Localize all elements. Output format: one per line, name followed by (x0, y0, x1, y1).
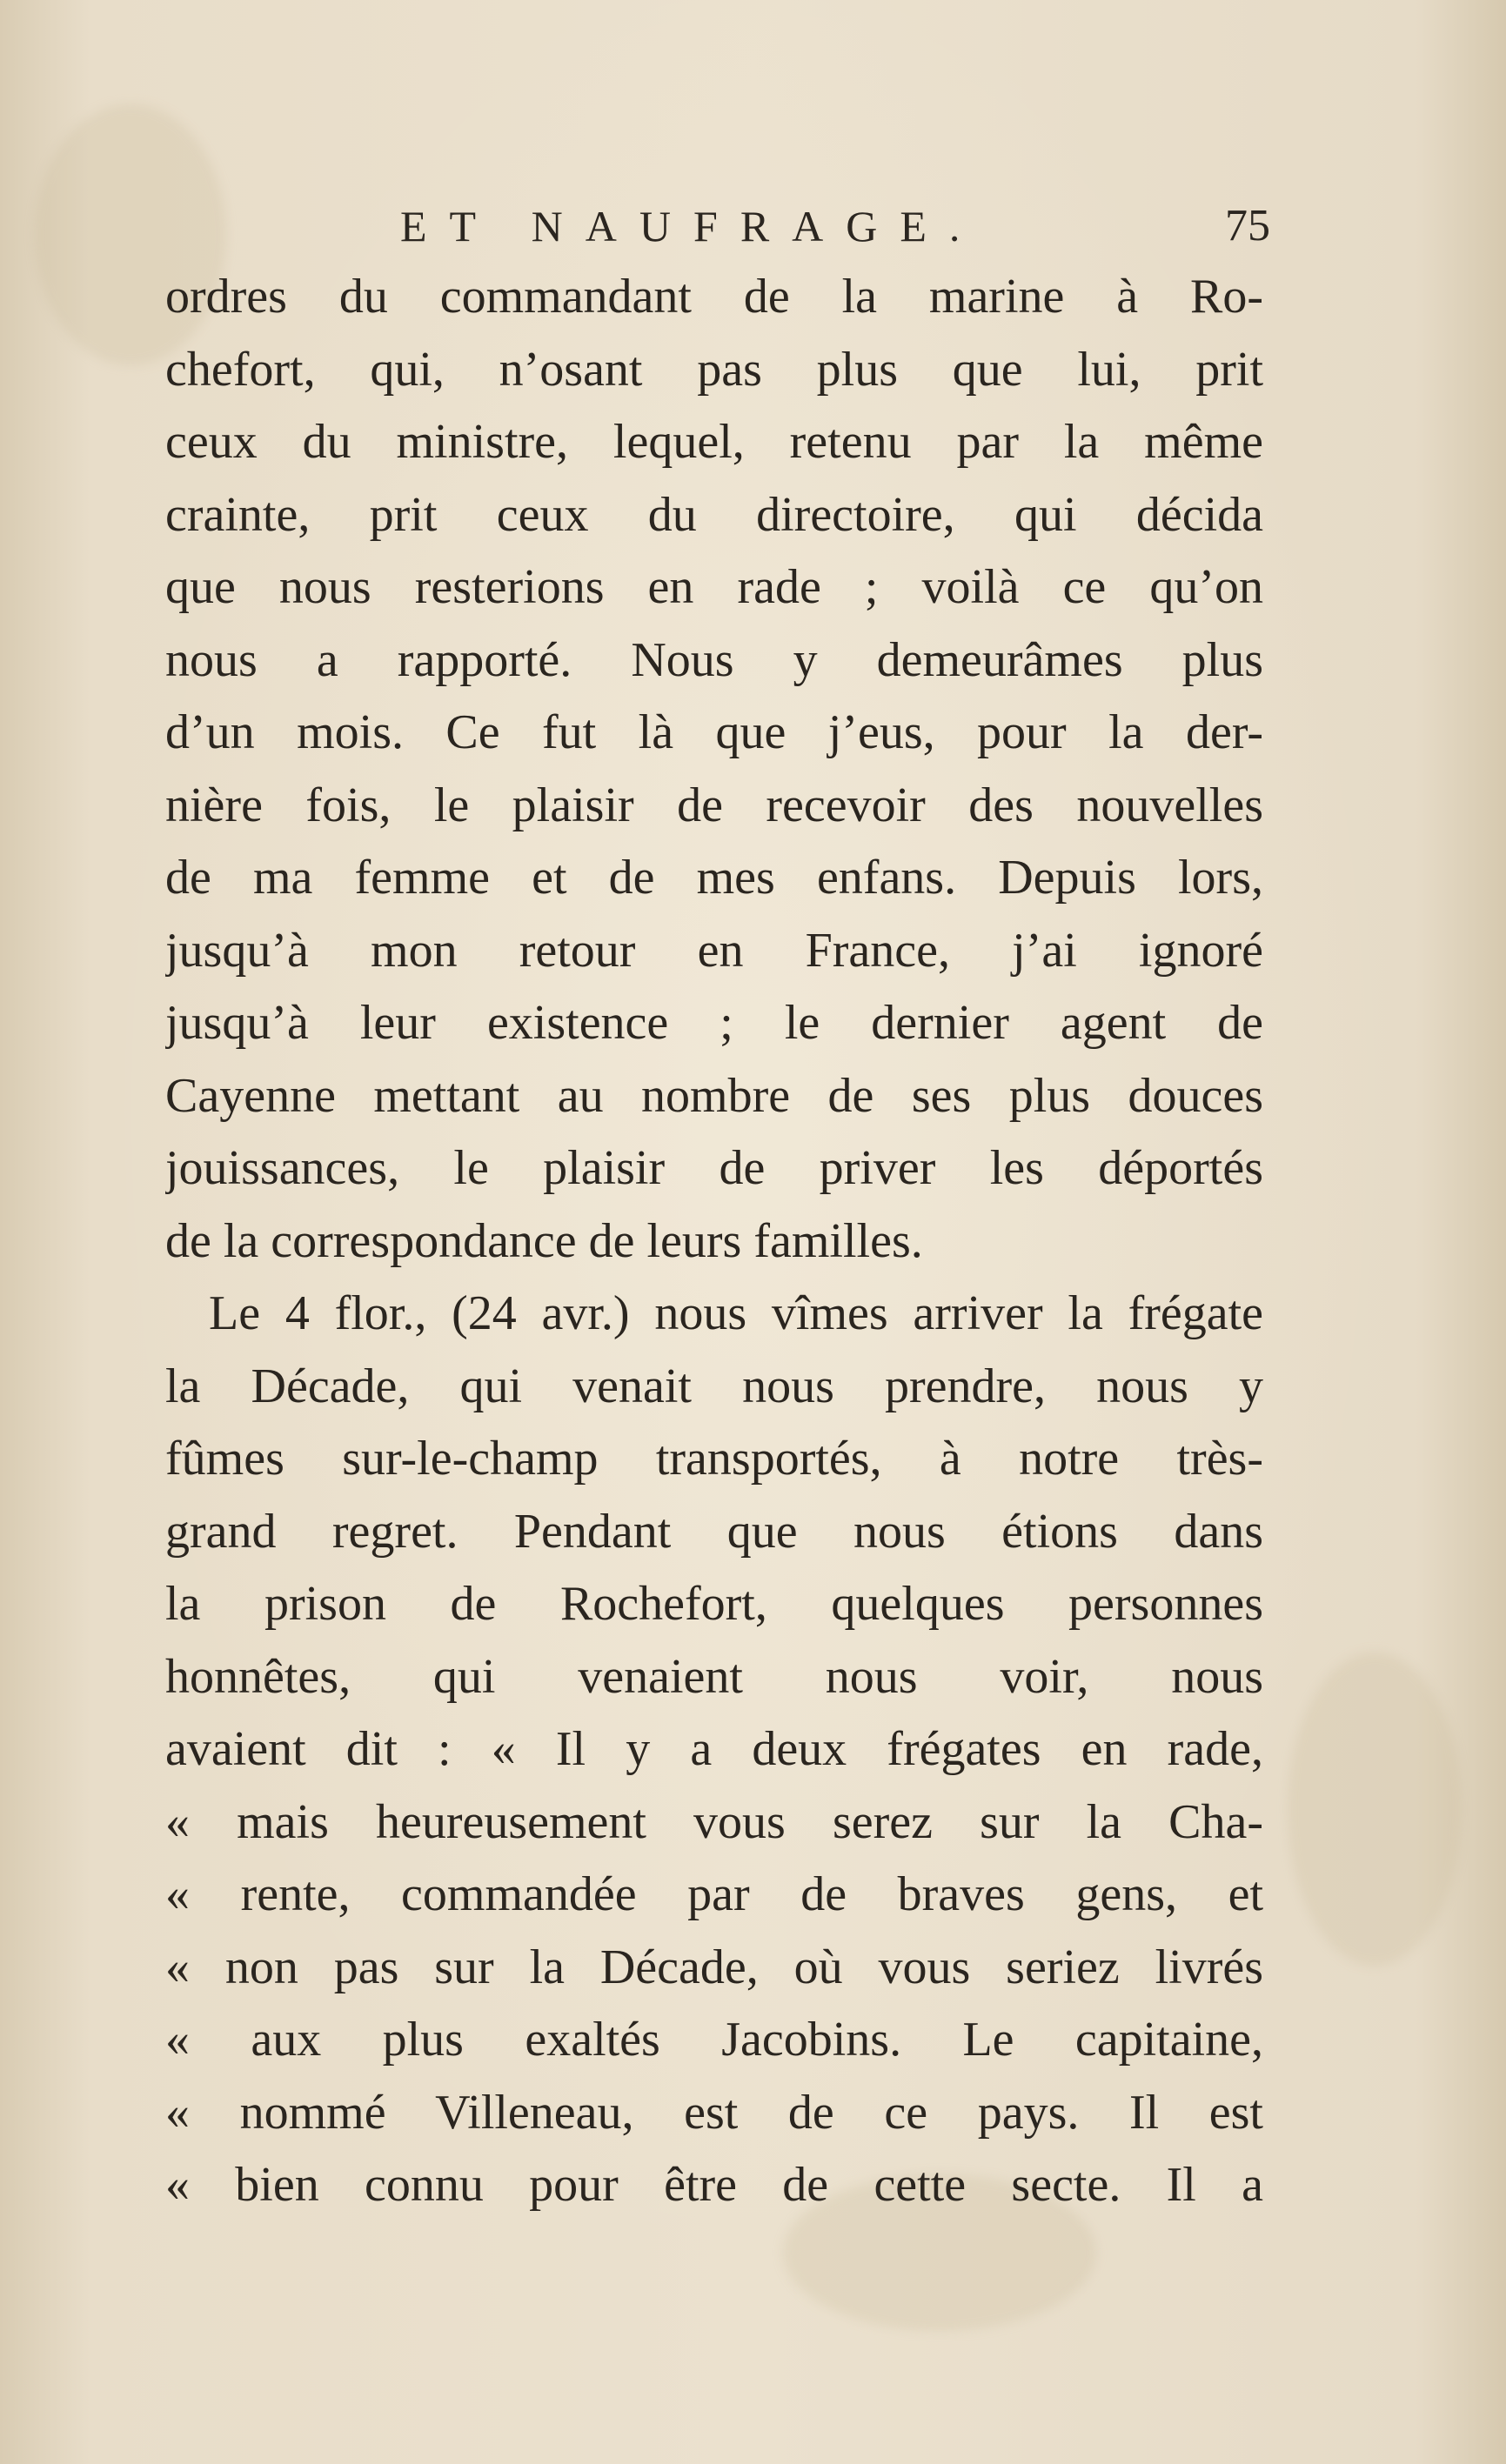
text-line: ceux du ministre, lequel, retenu par la même (165, 415, 1263, 469)
running-title: ET NAUFRAGE. (400, 202, 983, 250)
text-line: fûmes sur-le-champ transportés, à notre très- (165, 1432, 1263, 1486)
text-line: « rente, commandée par de braves gens, et (165, 1867, 1263, 1921)
text-line: honnêtes, qui venaient nous voir, nous (165, 1649, 1263, 1704)
text-line: avaient dit : « Il y a deux frégates en rade, (165, 1722, 1263, 1776)
text-line: jouissances, le plaisir de priver les déportés (165, 1141, 1263, 1195)
text-line: la Décade, qui venait nous prendre, nous y (165, 1359, 1263, 1413)
text-line: « aux plus exaltés Jacobins. Le capitaine, (165, 2013, 1263, 2067)
text-line: d’un mois. Ce fut là que j’eus, pour la der- (165, 705, 1263, 759)
text-line: Le 4 flor., (24 avr.) nous vîmes arriver la frégate (209, 1286, 1263, 1340)
text-line: nous a rapporté. Nous y demeurâmes plus (165, 632, 1263, 687)
text-line: nière fois, le plaisir de recevoir des nouvelles (165, 778, 1263, 832)
text-line: « non pas sur la Décade, où vous seriez livrés (165, 1940, 1263, 1994)
text-line: « mais heureusement vous serez sur la Cha- (165, 1794, 1263, 1849)
text-line: la prison de Rochefort, quelques personnes (165, 1577, 1263, 1631)
text-line: jusqu’à leur existence ; le dernier agent de (165, 996, 1263, 1050)
page-number: 75 (1225, 201, 1270, 250)
text-line: jusqu’à mon retour en France, j’ai ignoré (165, 923, 1263, 978)
text-line: grand regret. Pendant que nous étions dans (165, 1504, 1263, 1559)
text-line: de la correspondance de leurs familles. (165, 1213, 923, 1268)
text-line: que nous resterions en rade ; voilà ce qu’on (165, 560, 1263, 614)
text-line: chefort, qui, n’osant pas plus que lui, prit (165, 342, 1263, 397)
text-line: ordres du commandant de la marine à Ro- (165, 270, 1263, 324)
text-line: de ma femme et de mes enfans. Depuis lors, (165, 851, 1263, 905)
text-line: crainte, prit ceux du directoire, qui décida (165, 487, 1263, 542)
text-line: « bien connu pour être de cette secte. Il a (165, 2158, 1263, 2212)
text-line: « nommé Villeneau, est de ce pays. Il est (165, 2085, 1263, 2140)
body-text (165, 261, 1263, 2222)
text-line: Cayenne mettant au nombre de ses plus douces (165, 1068, 1263, 1123)
page-header (400, 196, 1314, 257)
